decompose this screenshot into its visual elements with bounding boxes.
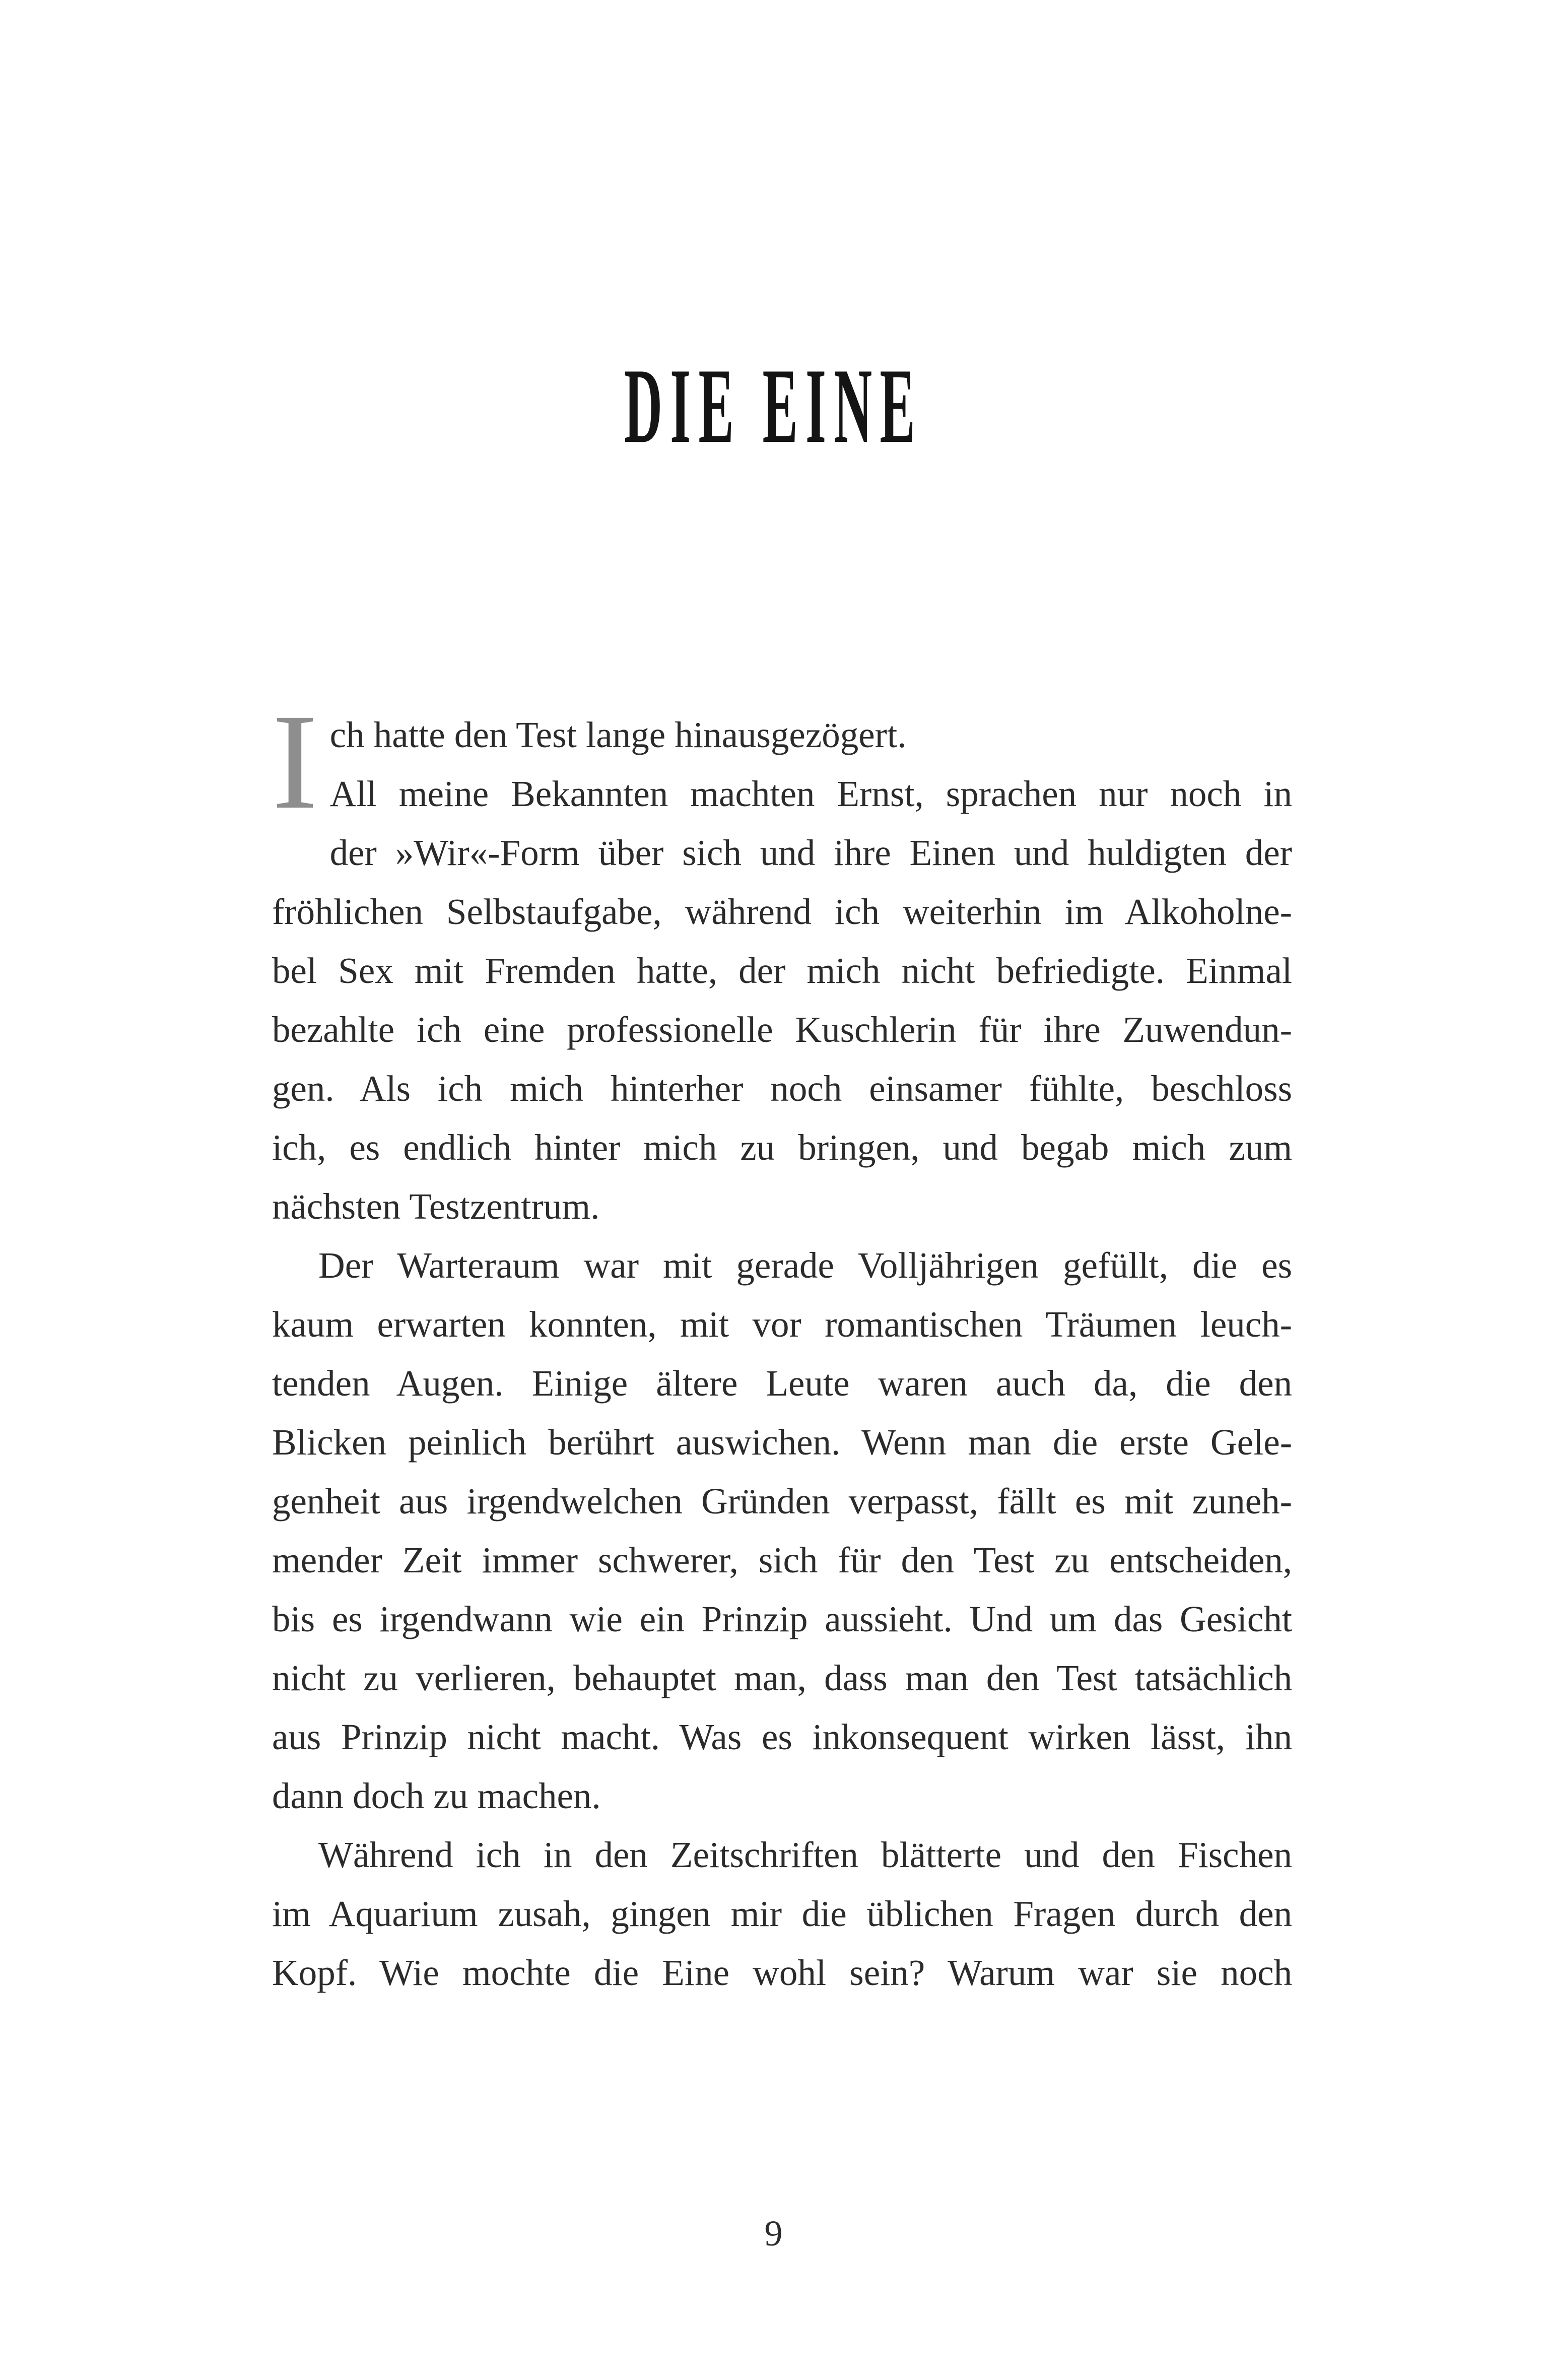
text-line: kaum erwarten konnten, mit vor romantischen Träumen leuch- — [272, 1304, 1292, 1345]
chapter-title: DIE EINE — [624, 347, 923, 466]
text-line: Blicken peinlich berührt auswichen. Wenn man die erste Gele- — [272, 1422, 1292, 1463]
text-line: bezahlte ich eine professionelle Kuschlerin für ihre Zuwendun- — [272, 1009, 1292, 1050]
text-line: ich, es endlich hinter mich zu bringen, und begab mich zum — [272, 1127, 1292, 1168]
paragraph — [272, 1825, 1292, 2002]
text-line: All meine Bekannten machten Ernst, sprachen nur noch in — [329, 773, 1292, 814]
text-line: aus Prinzip nicht macht. Was es inkonsequent wirken lässt, ihn — [272, 1716, 1292, 1757]
text-line: ch hatte den Test lange hinausgezögert. — [329, 714, 907, 755]
drop-cap: I — [272, 686, 318, 837]
text-line: fröhlichen Selbstaufgabe, während ich weiterhin im Alkoholne- — [272, 891, 1292, 932]
text-line: tenden Augen. Einige ältere Leute waren auch da, die den — [272, 1363, 1292, 1404]
paragraph — [272, 1236, 1292, 1825]
text-line: bis es irgendwann wie ein Prinzip aussieht. Und um das Gesicht — [272, 1599, 1292, 1639]
text-line: im Aquarium zusah, gingen mir die üblichen Fragen durch den — [272, 1893, 1292, 1934]
page-number: 9 — [764, 2213, 783, 2254]
text-line: der »Wir«-Form über sich und ihre Einen und huldigten der — [329, 832, 1292, 873]
paragraph — [272, 686, 1292, 1236]
text-line: nächsten Testzentrum. — [272, 1186, 600, 1227]
text-line: nicht zu verlieren, behauptet man, dass man den Test tatsächlich — [272, 1658, 1292, 1698]
text-line: genheit aus irgendwelchen Gründen verpasst, fällt es mit zuneh- — [272, 1481, 1292, 1522]
text-line: dann doch zu machen. — [272, 1775, 601, 1816]
text-line: Während ich in den Zeitschriften blätterte und den Fischen — [318, 1834, 1292, 1875]
text-line: Der Warteraum war mit gerade Volljährigen gefüllt, die es — [318, 1245, 1292, 1286]
text-line: bel Sex mit Fremden hatte, der mich nicht befriedigte. Einmal — [272, 950, 1292, 991]
text-line: mender Zeit immer schwerer, sich für den Test zu entscheiden, — [272, 1540, 1292, 1580]
text-line: Kopf. Wie mochte die Eine wohl sein? Warum war sie noch — [272, 1952, 1292, 1993]
text-line: gen. Als ich mich hinterher noch einsamer fühlte, beschloss — [272, 1068, 1292, 1109]
body-text — [272, 686, 1292, 2002]
